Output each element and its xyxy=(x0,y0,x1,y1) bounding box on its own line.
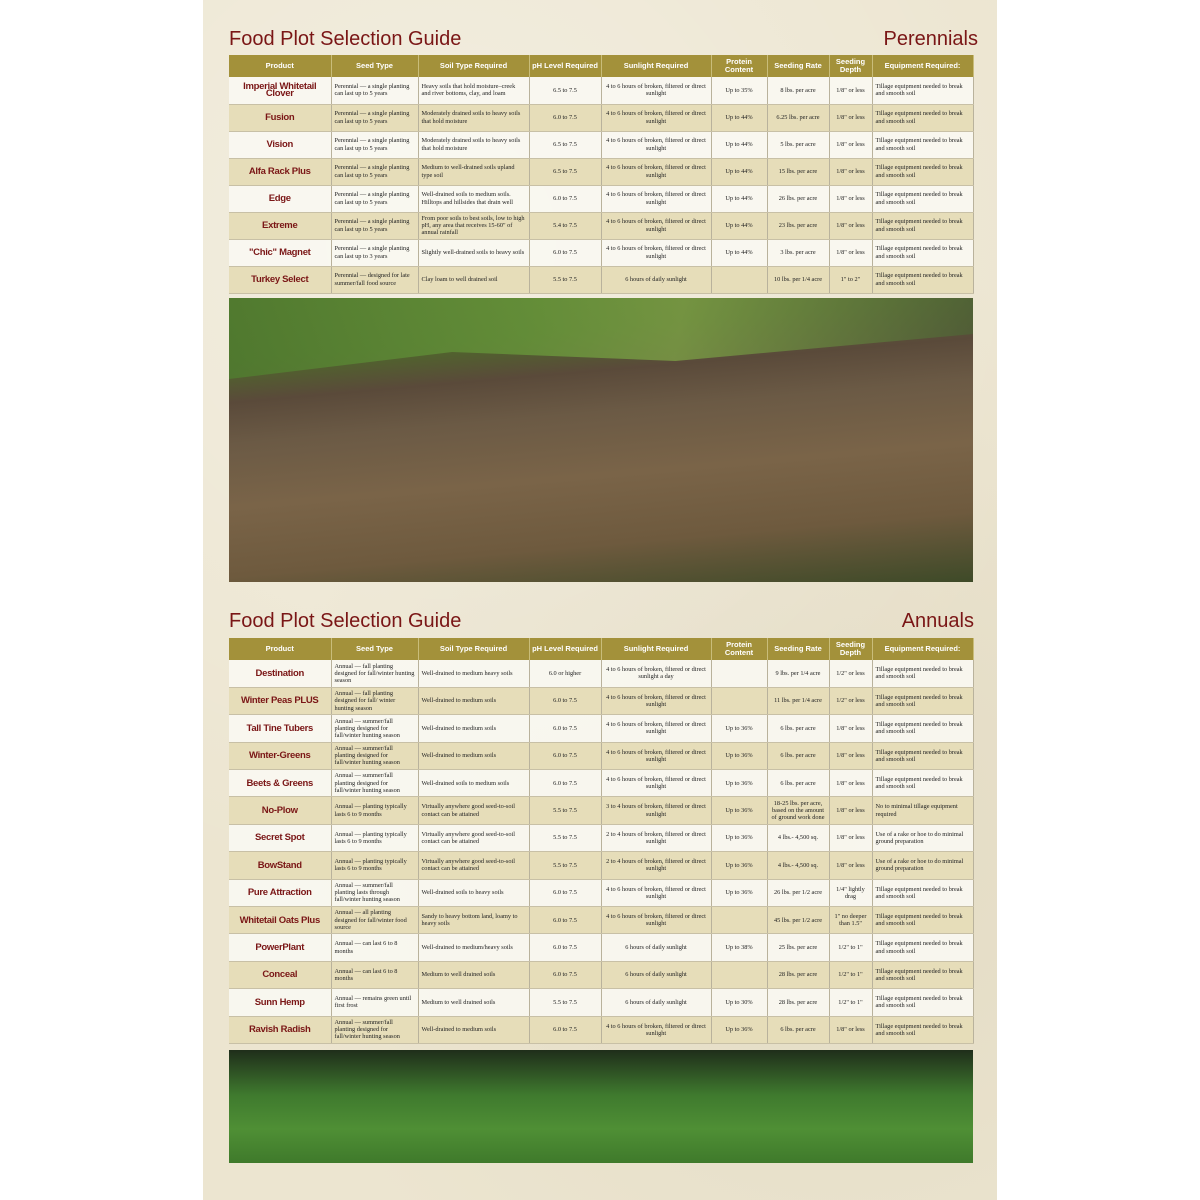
table-cell: 6.5 to 7.5 xyxy=(529,158,601,185)
table-row xyxy=(229,715,973,742)
column-header: Sunlight Required xyxy=(601,638,711,660)
product-name: Conceal xyxy=(229,961,331,988)
table-cell: 11 lbs. per 1/4 acre xyxy=(767,687,829,714)
table-cell: 1/8" or less xyxy=(829,797,872,824)
table-cell xyxy=(711,961,767,988)
product-name: Imperial Whitetail Clover xyxy=(229,77,331,104)
table-cell: 6.25 lbs. per acre xyxy=(767,104,829,131)
table-cell: 6.0 to 7.5 xyxy=(529,961,601,988)
table-row xyxy=(229,934,973,961)
table-cell: 6 hours of daily sunlight xyxy=(601,961,711,988)
column-header: Seed Type xyxy=(331,638,418,660)
table-cell: 5.5 to 7.5 xyxy=(529,989,601,1016)
table-cell: Perennial — a single planting can last up to 5 years xyxy=(331,77,418,104)
table-cell: Up to 36% xyxy=(711,770,767,797)
table-cell: Tillage equipment needed to break and smooth soil xyxy=(872,742,973,769)
table-cell: Tillage equipment needed to break and smooth soil xyxy=(872,715,973,742)
column-header: Product xyxy=(229,55,331,77)
table-cell: 6.0 to 7.5 xyxy=(529,239,601,266)
column-header: Seeding Depth xyxy=(829,638,872,660)
product-name: Fusion xyxy=(229,104,331,131)
table-cell: Perennial — a single planting can last up to 5 years xyxy=(331,158,418,185)
table-cell: 5.4 to 7.5 xyxy=(529,212,601,239)
table-cell: Well-drained soils to heavy soils xyxy=(418,879,529,906)
table-row xyxy=(229,989,973,1016)
table-cell: Tillage equipment needed to break and smooth soil xyxy=(872,212,973,239)
table-cell: 6 lbs. per acre xyxy=(767,770,829,797)
table-cell: 6.0 to 7.5 xyxy=(529,1016,601,1043)
product-name: Tall Tine Tubers xyxy=(229,715,331,742)
table-cell: Tillage equipment needed to break and smooth soil xyxy=(872,770,973,797)
table-cell: Up to 44% xyxy=(711,131,767,158)
table-cell: Annual — planting typically lasts 6 to 9 months xyxy=(331,852,418,879)
table-cell: 1/8" or less xyxy=(829,158,872,185)
table-cell: Perennial — designed for late summer/fall food source xyxy=(331,266,418,293)
table-cell: 5.5 to 7.5 xyxy=(529,852,601,879)
table-row xyxy=(229,131,973,158)
table-cell: 5.5 to 7.5 xyxy=(529,266,601,293)
column-header: Product xyxy=(229,638,331,660)
annuals-title: Food Plot Selection Guide xyxy=(229,610,462,632)
table-cell: Annual — summer/fall planting designed for fall/winter hunting season xyxy=(331,770,418,797)
table-cell: Well-drained to medium soils xyxy=(418,742,529,769)
table-cell: Virtually anywhere good seed-to-soil contact can be attained xyxy=(418,797,529,824)
table-cell: 1/2" to 1" xyxy=(829,989,872,1016)
table-cell: Slightly well-drained soils to heavy soils xyxy=(418,239,529,266)
table-cell: Perennial — a single planting can last up to 3 years xyxy=(331,239,418,266)
table-cell: 4 to 6 hours of broken, filtered or direct sunlight xyxy=(601,185,711,212)
table-cell xyxy=(711,907,767,934)
column-header: Seed Type xyxy=(331,55,418,77)
table-cell: Well-drained soils to medium soils. Hilltops and hillsides that drain well xyxy=(418,185,529,212)
table-row xyxy=(229,239,973,266)
table-cell: Clay loam to well drained soil xyxy=(418,266,529,293)
table-cell: 4 to 6 hours of broken, filtered or direct sunlight xyxy=(601,687,711,714)
table-cell: 1/2" or less xyxy=(829,687,872,714)
product-name: Winter-Greens xyxy=(229,742,331,769)
table-cell: 1/8" or less xyxy=(829,1016,872,1043)
table-cell: 28 lbs. per acre xyxy=(767,989,829,1016)
table-header-row xyxy=(229,55,973,77)
table-cell: 4 to 6 hours of broken, filtered or direct sunlight xyxy=(601,907,711,934)
table-header-row xyxy=(229,638,973,660)
table-cell: 1/8" or less xyxy=(829,852,872,879)
table-cell: Annual — summer/fall planting designed for fall/winter hunting season xyxy=(331,1016,418,1043)
table-cell: Perennial — a single planting can last up to 5 years xyxy=(331,212,418,239)
table-cell: 1/8" or less xyxy=(829,239,872,266)
table-row xyxy=(229,687,973,714)
table-cell: 4 to 6 hours of broken, filtered or direct sunlight xyxy=(601,1016,711,1043)
table-cell: Up to 38% xyxy=(711,934,767,961)
table-cell: Up to 36% xyxy=(711,742,767,769)
table-cell: Up to 36% xyxy=(711,852,767,879)
table-cell: 4 to 6 hours of broken, filtered or direct sunlight xyxy=(601,104,711,131)
table-cell: Annual — planting typically lasts 6 to 9 months xyxy=(331,797,418,824)
table-cell xyxy=(711,687,767,714)
table-cell: 6.0 or higher xyxy=(529,660,601,687)
table-cell: Up to 44% xyxy=(711,212,767,239)
product-name: No-Plow xyxy=(229,797,331,824)
table-cell: 4 to 6 hours of broken, filtered or direct sunlight xyxy=(601,770,711,797)
table-cell: Well-drained to medium heavy soils xyxy=(418,660,529,687)
table-cell: 1/2" to 1" xyxy=(829,961,872,988)
table-cell: Annual — can last 6 to 8 months xyxy=(331,934,418,961)
table-cell: Annual — all planting designed for fall/winter food source xyxy=(331,907,418,934)
table-cell: Virtually anywhere good seed-to-soil contact can be attained xyxy=(418,824,529,851)
table-cell: 1/8" or less xyxy=(829,742,872,769)
table-cell xyxy=(711,266,767,293)
table-cell: 6.0 to 7.5 xyxy=(529,185,601,212)
table-cell: No to minimal tillage equipment required xyxy=(872,797,973,824)
table-cell: 1/2" to 1" xyxy=(829,934,872,961)
table-cell: Annual — remains green until first frost xyxy=(331,989,418,1016)
table-cell: Up to 44% xyxy=(711,104,767,131)
table-row xyxy=(229,77,973,104)
table-cell: 6.0 to 7.5 xyxy=(529,742,601,769)
table-row xyxy=(229,742,973,769)
table-cell: Tillage equipment needed to break and smooth soil xyxy=(872,934,973,961)
table-cell: 6.0 to 7.5 xyxy=(529,687,601,714)
perennials-table xyxy=(229,55,974,294)
product-name: Ravish Radish xyxy=(229,1016,331,1043)
table-cell: Perennial — a single planting can last up to 5 years xyxy=(331,104,418,131)
table-cell: Up to 36% xyxy=(711,1016,767,1043)
product-name: Extreme xyxy=(229,212,331,239)
table-cell: Annual — can last 6 to 8 months xyxy=(331,961,418,988)
column-header: Sunlight Required xyxy=(601,55,711,77)
table-cell: 1/8" or less xyxy=(829,185,872,212)
table-cell: 1/8" or less xyxy=(829,770,872,797)
table-cell: 23 lbs. per acre xyxy=(767,212,829,239)
table-cell: 6.0 to 7.5 xyxy=(529,715,601,742)
table-cell: 4 to 6 hours of broken, filtered or direct sunlight xyxy=(601,742,711,769)
table-cell: Up to 44% xyxy=(711,239,767,266)
table-cell: 6 hours of daily sunlight xyxy=(601,989,711,1016)
table-cell: 1/4" lightly drag xyxy=(829,879,872,906)
table-cell: Up to 44% xyxy=(711,185,767,212)
table-cell: 4 lbs.- 4,500 sq. xyxy=(767,824,829,851)
table-cell: Up to 36% xyxy=(711,715,767,742)
column-header: Soil Type Required xyxy=(418,55,529,77)
table-cell: 6.0 to 7.5 xyxy=(529,770,601,797)
table-cell: Annual — planting typically lasts 6 to 9 months xyxy=(331,824,418,851)
table-cell: 4 to 6 hours of broken, filtered or direct sunlight xyxy=(601,879,711,906)
table-cell: 26 lbs. per acre xyxy=(767,185,829,212)
product-name: Destination xyxy=(229,660,331,687)
table-cell: 1/8" or less xyxy=(829,824,872,851)
table-cell: From poor soils to best soils, low to high pH, any area that receives 15-60" of annual rainfall xyxy=(418,212,529,239)
table-cell: Heavy soils that hold moisture–creek and river bottoms, clay, and loam xyxy=(418,77,529,104)
table-cell: Tillage equipment needed to break and smooth soil xyxy=(872,239,973,266)
table-cell: Medium to well drained soils xyxy=(418,961,529,988)
table-cell: Tillage equipment needed to break and smooth soil xyxy=(872,266,973,293)
table-cell: 4 to 6 hours of broken, filtered or direct sunlight a day xyxy=(601,660,711,687)
table-cell: 3 lbs. per acre xyxy=(767,239,829,266)
table-row xyxy=(229,879,973,906)
table-cell: Tillage equipment needed to break and smooth soil xyxy=(872,961,973,988)
column-header: Protein Content xyxy=(711,55,767,77)
table-cell: Up to 44% xyxy=(711,158,767,185)
annuals-category: Annuals xyxy=(901,610,974,632)
table-cell: 6.0 to 7.5 xyxy=(529,934,601,961)
table-row xyxy=(229,852,973,879)
table-cell: Tillage equipment needed to break and smooth soil xyxy=(872,77,973,104)
table-cell: Tillage equipment needed to break and smooth soil xyxy=(872,104,973,131)
table-row xyxy=(229,212,973,239)
table-cell: 2 to 4 hours of broken, filtered or direct sunlight xyxy=(601,824,711,851)
table-cell: Well-drained to medium soils xyxy=(418,1016,529,1043)
table-cell: 4 to 6 hours of broken, filtered or direct sunlight xyxy=(601,158,711,185)
table-cell: Tillage equipment needed to break and smooth soil xyxy=(872,158,973,185)
table-cell: 15 lbs. per acre xyxy=(767,158,829,185)
table-cell: Tillage equipment needed to break and smooth soil xyxy=(872,989,973,1016)
table-cell: Perennial — a single planting can last up to 5 years xyxy=(331,131,418,158)
table-cell: 4 lbs.- 4,500 sq. xyxy=(767,852,829,879)
food-plot-field-photo xyxy=(229,298,973,582)
table-cell: 1/8" or less xyxy=(829,212,872,239)
table-cell: Tillage equipment needed to break and smooth soil xyxy=(872,687,973,714)
table-row xyxy=(229,797,973,824)
product-name: BowStand xyxy=(229,852,331,879)
table-cell: 18-25 lbs. per acre, based on the amount of ground work done xyxy=(767,797,829,824)
table-cell: Medium to well-drained soils upland type soil xyxy=(418,158,529,185)
table-cell: Annual — summer/fall planting designed for fall/winter hunting season xyxy=(331,742,418,769)
table-cell: 6.0 to 7.5 xyxy=(529,104,601,131)
product-name: Turkey Select xyxy=(229,266,331,293)
column-header: Seeding Rate xyxy=(767,638,829,660)
table-cell: Tillage equipment needed to break and smooth soil xyxy=(872,131,973,158)
table-cell: Use of a rake or hoe to do minimal ground preparation xyxy=(872,824,973,851)
table-cell: Moderately drained soils to heavy soils that hold moisture xyxy=(418,104,529,131)
table-cell: Tillage equipment needed to break and smooth soil xyxy=(872,185,973,212)
table-cell: 6.5 to 7.5 xyxy=(529,131,601,158)
table-cell: 26 lbs. per 1/2 acre xyxy=(767,879,829,906)
table-cell: 5.5 to 7.5 xyxy=(529,797,601,824)
table-cell: Annual — fall planting designed for fall/ winter hunting season xyxy=(331,687,418,714)
table-cell: 1/8" or less xyxy=(829,104,872,131)
table-cell: 6 lbs. per acre xyxy=(767,1016,829,1043)
product-name: Edge xyxy=(229,185,331,212)
product-name: Secret Spot xyxy=(229,824,331,851)
product-name: Winter Peas PLUS xyxy=(229,687,331,714)
product-name: PowerPlant xyxy=(229,934,331,961)
table-cell: 1" to 2" xyxy=(829,266,872,293)
table-cell: 5.5 to 7.5 xyxy=(529,824,601,851)
column-header: Seeding Depth xyxy=(829,55,872,77)
table-row xyxy=(229,660,973,687)
table-cell: Well-drained to medium soils xyxy=(418,687,529,714)
table-cell: Perennial — a single planting can last up to 5 years xyxy=(331,185,418,212)
table-cell: Up to 30% xyxy=(711,989,767,1016)
table-cell: Annual — fall planting designed for fall/winter hunting season xyxy=(331,660,418,687)
column-header: pH Level Required xyxy=(529,55,601,77)
table-row xyxy=(229,1016,973,1043)
table-cell: Tillage equipment needed to break and smooth soil xyxy=(872,1016,973,1043)
table-row xyxy=(229,185,973,212)
table-cell: 25 lbs. per acre xyxy=(767,934,829,961)
product-name: Beets & Greens xyxy=(229,770,331,797)
table-cell xyxy=(711,660,767,687)
table-cell: 6 lbs. per acre xyxy=(767,715,829,742)
table-cell: Sandy to heavy bottom land, loamy to heavy soils xyxy=(418,907,529,934)
table-row xyxy=(229,158,973,185)
table-cell: Up to 36% xyxy=(711,879,767,906)
column-header: pH Level Required xyxy=(529,638,601,660)
table-row xyxy=(229,907,973,934)
column-header: Seeding Rate xyxy=(767,55,829,77)
table-row xyxy=(229,824,973,851)
table-cell: Up to 36% xyxy=(711,797,767,824)
table-cell: 1/8" or less xyxy=(829,77,872,104)
table-cell: 2 to 4 hours of broken, filtered or direct sunlight xyxy=(601,852,711,879)
table-cell: Up to 36% xyxy=(711,824,767,851)
table-cell: Well-drained to medium soils xyxy=(418,715,529,742)
table-row xyxy=(229,266,973,293)
table-cell: Up to 35% xyxy=(711,77,767,104)
annuals-table xyxy=(229,638,974,1044)
perennials-title: Food Plot Selection Guide xyxy=(229,28,462,50)
table-cell: 8 lbs. per acre xyxy=(767,77,829,104)
table-cell: 1/2" or less xyxy=(829,660,872,687)
table-cell: 28 lbs. per acre xyxy=(767,961,829,988)
table-row xyxy=(229,961,973,988)
table-cell: 5 lbs. per acre xyxy=(767,131,829,158)
table-cell: 6.5 to 7.5 xyxy=(529,77,601,104)
table-cell: 4 to 6 hours of broken, filtered or direct sunlight xyxy=(601,715,711,742)
table-cell: Annual — summer/fall planting lasts through fall/winter hunting season xyxy=(331,879,418,906)
table-cell: 6.0 to 7.5 xyxy=(529,879,601,906)
table-cell: Well-drained to medium/heavy soils xyxy=(418,934,529,961)
column-header: Soil Type Required xyxy=(418,638,529,660)
table-cell: 4 to 6 hours of broken, filtered or direct sunlight xyxy=(601,212,711,239)
product-name: Vision xyxy=(229,131,331,158)
table-cell: 4 to 6 hours of broken, filtered or direct sunlight xyxy=(601,239,711,266)
table-cell: 6 hours of daily sunlight xyxy=(601,934,711,961)
table-cell: 4 to 6 hours of broken, filtered or direct sunlight xyxy=(601,77,711,104)
table-cell: Use of a rake or hoe to do minimal ground preparation xyxy=(872,852,973,879)
table-row xyxy=(229,104,973,131)
table-cell: 10 lbs. per 1/4 acre xyxy=(767,266,829,293)
table-cell: Tillage equipment needed to break and smooth soil xyxy=(872,879,973,906)
green-field-photo xyxy=(229,1050,973,1163)
table-cell: 1" no deeper than 1.5" xyxy=(829,907,872,934)
column-header: Equipment Required: xyxy=(872,638,973,660)
table-row xyxy=(229,770,973,797)
table-cell: 6 hours of daily sunlight xyxy=(601,266,711,293)
table-cell: Well-drained soils to medium soils xyxy=(418,770,529,797)
table-cell: 6 lbs. per acre xyxy=(767,742,829,769)
table-cell: 3 to 4 hours of broken, filtered or direct sunlight xyxy=(601,797,711,824)
table-cell: 6.0 to 7.5 xyxy=(529,907,601,934)
column-header: Protein Content xyxy=(711,638,767,660)
table-cell: Annual — summer/fall planting designed for fall/winter hunting season xyxy=(331,715,418,742)
table-cell: 4 to 6 hours of broken, filtered or direct sunlight xyxy=(601,131,711,158)
table-cell: 1/8" or less xyxy=(829,131,872,158)
product-name: "Chic" Magnet xyxy=(229,239,331,266)
product-name: Alfa Rack Plus xyxy=(229,158,331,185)
table-cell: Tillage equipment needed to break and smooth soil xyxy=(872,660,973,687)
table-cell: 45 lbs. per 1/2 acre xyxy=(767,907,829,934)
table-cell: 9 lbs. per 1/4 acre xyxy=(767,660,829,687)
table-cell: Tillage equipment needed to break and smooth soil xyxy=(872,907,973,934)
column-header: Equipment Required: xyxy=(872,55,973,77)
table-cell: 1/8" or less xyxy=(829,715,872,742)
perennials-category: Perennials xyxy=(883,28,978,50)
product-name: Pure Attraction xyxy=(229,879,331,906)
table-cell: Virtually anywhere good seed-to-soil contact can be attained xyxy=(418,852,529,879)
table-cell: Moderately drained soils to heavy soils that hold moisture xyxy=(418,131,529,158)
product-name: Sunn Hemp xyxy=(229,989,331,1016)
table-cell: Medium to well drained soils xyxy=(418,989,529,1016)
product-name: Whitetail Oats Plus xyxy=(229,907,331,934)
